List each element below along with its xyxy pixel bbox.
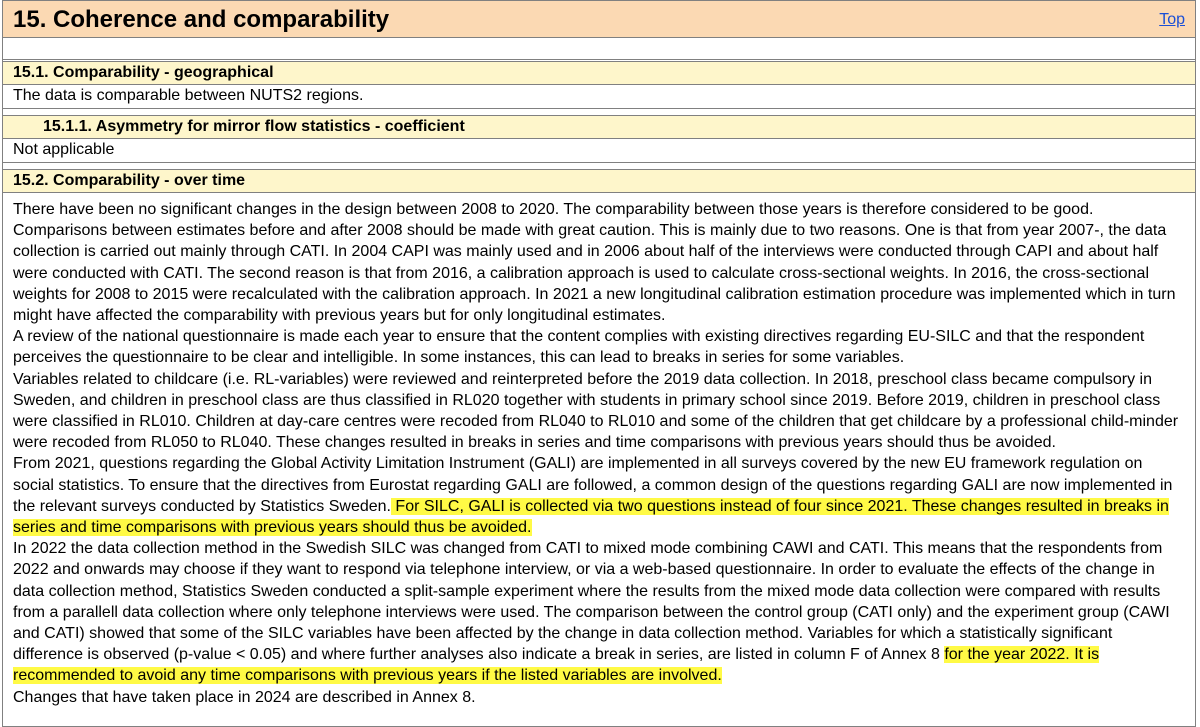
geo-heading: 15.1. Comparability - geographical [2, 61, 1196, 85]
time-body [2, 196, 1196, 727]
mixed-mode-text: In 2022 the data collection method in the Swedish SILC was changed from CATI to mixed mode combining CAWI and CATI. This means that the respondents from 2022 and onwards may choose if they want to respond via telephone interview, or via a web-based questionnaire. In order to evaluate the effects of the change in data collection method, Statistics Sweden conducted a split-sample experiment where the results from the mixed mode data collection were compared with results from a parallell data collection where only telephone interviews were used. The comparison between the control group (CATI only) and the experiment group (CAWI and CATI) showed that some of the SILC variables have been affected by the change in data collection method. Variables for which a statistically significant difference is observed (p-value < 0.05) and where further analyses also indicate a break in series, are listed in column F of Annex 8 [13, 540, 1170, 664]
time-paragraph-4 [13, 453, 1181, 538]
time-paragraph-6: Changes that have taken place in 2024 are described in Annex 8. [13, 688, 476, 706]
top-link[interactable]: Top [1159, 11, 1185, 28]
section-title-bar [2, 0, 1196, 38]
time-paragraph-5 [13, 538, 1181, 686]
mirror-heading: 15.1.1. Asymmetry for mirror flow statistics - coefficient [2, 115, 1196, 139]
section-title: 15. Coherence and comparability [13, 6, 390, 33]
time-paragraph-3: Variables related to childcare (i.e. RL-variables) were reviewed and reinterpreted before the 2019 data collection. In 2018, preschool class became compulsory in Sweden, and children in preschool class are thus classified in RL020 together with students in primary school since 2019. Before 2019, children in preschool class were classified in RL010. Children at day-care centres were recoded from RL040 to RL010 and some of the children that get childcare by a professional child-minder were recoded from RL050 to RL040. These changes resulted in breaks in series and time comparisons with previous years should thus be avoided. [13, 370, 1179, 452]
spacer-row [2, 38, 1196, 60]
time-heading: 15.2. Comparability - over time [2, 169, 1196, 193]
geo-text: The data is comparable between NUTS2 regions. [2, 85, 1196, 109]
gali-text: From 2021, questions regarding the Global Activity Limitation Instrument (GALI) are implemented in all surveys covered by the new EU framework regulation on social statistics. To ensure that the directives from Eurostat regarding GALI are followed, a common design of the questions regarding GALI are now implemented in the relevant surveys conducted by Statistics Sweden. [13, 455, 1173, 515]
mixed-mode-highlight: for the year 2022. It is recommended to avoid any time comparisons with previous years if the listed variables are involved. [13, 646, 1100, 685]
mirror-text: Not applicable [2, 139, 1196, 163]
gali-highlight: For SILC, GALI is collected via two questions instead of four since 2021. These changes resulted in breaks in series and time comparisons with previous years should thus be avoided. [13, 497, 1169, 537]
time-paragraph-1: There have been no significant changes in the design between 2008 to 2020. The comparability between those years is therefore considered to be good. Comparisons between estimates before and after 2008 should be made with great caution. This is mainly due to two reasons. One is that from year 2007-, the data collection is carried out mainly through CATI. In 2004 CAPI was mainly used and in 2006 about half of the interviews were conducted through CAPI and about half were conducted with CATI. The second reason is that from 2016, a calibration approach is used to calculate cross-sectional weights. In 2016, the cross-sectional weights for 2008 to 2015 were recalculated with the calibration approach. In 2021 a new longitudinal calibration estimation procedure was implemented which in turn might have affected the comparability with previous years but for only longitudinal estimates. [13, 201, 1176, 325]
time-paragraph-2: A review of the national questionnaire is made each year to ensure that the content complies with existing directives regarding EU-SILC and that the respondent perceives the questionnaire to be clear and intelligible. In some instances, this can lead to breaks in series for some variables. [13, 328, 1145, 367]
